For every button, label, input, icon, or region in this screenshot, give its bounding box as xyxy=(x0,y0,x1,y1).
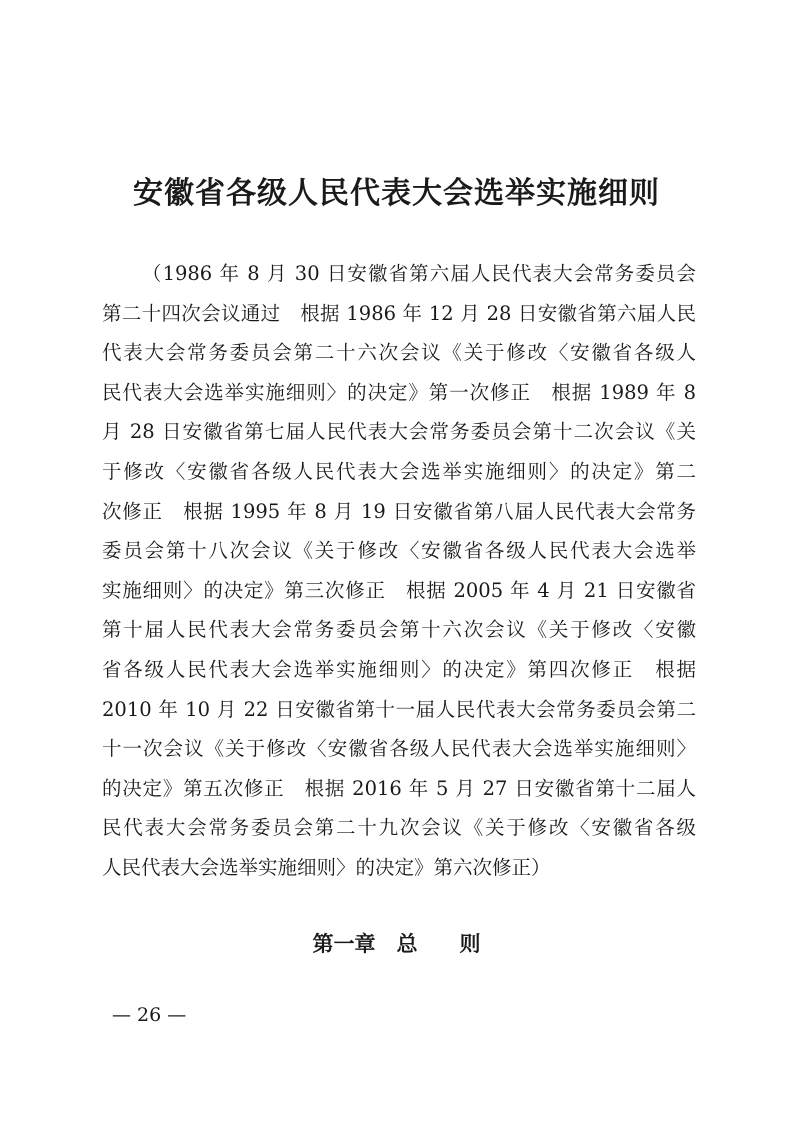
preamble-line: 第十届人民代表大会常务委员会第十六次会议《关于修改〈安徽 xyxy=(102,618,696,642)
preamble-line: 月 28 日安徽省第七届人民代表大会常务委员会第十二次会议《关 xyxy=(102,420,696,444)
preamble-line: 的决定》第五次修正 根据 2016 年 5 月 27 日安徽省第十二届人 xyxy=(102,776,696,800)
preamble-line: 次修正 根据 1995 年 8 月 19 日安徽省第八届人民代表大会常务 xyxy=(102,499,696,523)
preamble-line: 实施细则〉的决定》第三次修正 根据 2005 年 4 月 21 日安徽省 xyxy=(102,578,696,602)
preamble-line: 民代表大会常务委员会第二十九次会议《关于修改〈安徽省各级 xyxy=(102,816,696,840)
preamble-line: 2010 年 10 月 22 日安徽省第十一届人民代表大会常务委员会第二 xyxy=(102,697,696,721)
preamble-line: 民代表大会选举实施细则〉的决定》第一次修正 根据 1989 年 8 xyxy=(102,380,696,404)
preamble-line: 省各级人民代表大会选举实施细则〉的决定》第四次修正 根据 xyxy=(102,657,696,681)
preamble-line: （1986 年 8 月 30 日安徽省第六届人民代表大会常务委员会 xyxy=(142,262,696,285)
preamble-line: 于修改〈安徽省各级人民代表大会选举实施细则〉的决定》第二 xyxy=(102,459,696,483)
page-number: — 26 — xyxy=(112,1004,187,1026)
preamble-line: 委员会第十八次会议《关于修改〈安徽省各级人民代表大会选举 xyxy=(102,539,696,563)
document-title: 安徽省各级人民代表大会选举实施细则 xyxy=(133,176,660,211)
preamble-line: 第二十四次会议通过 根据 1986 年 12 月 28 日安徽省第六届人民 xyxy=(102,301,696,325)
preamble-line: 代表大会常务委员会第二十六次会议《关于修改〈安徽省各级人 xyxy=(102,341,696,365)
preamble-line: 人民代表大会选举实施细则〉的决定》第六次修正） xyxy=(102,855,551,879)
chapter-title: 第一章 总 则 xyxy=(312,932,481,956)
preamble-paragraph xyxy=(102,254,696,888)
preamble-line: 十一次会议《关于修改〈安徽省各级人民代表大会选举实施细则〉 xyxy=(102,737,696,761)
